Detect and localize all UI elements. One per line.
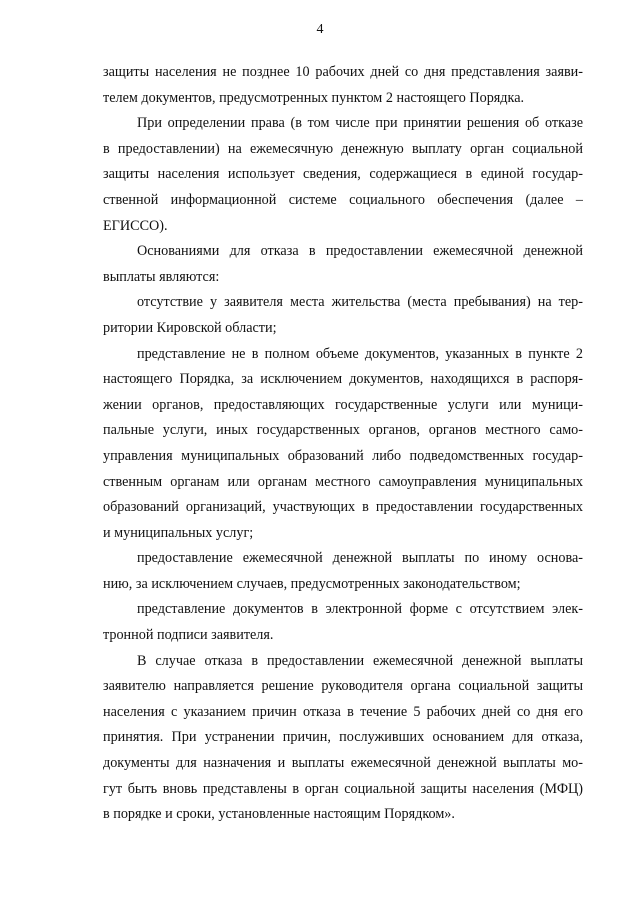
text-line: При определении права (в том числе при принятии решения об отказе [137,115,583,132]
paragraph [103,60,583,111]
text-line: в порядке и сроки, установленные настоящим Порядком». [103,806,455,823]
text-line: ритории Кировской области; [103,319,277,336]
page-number: 4 [316,22,324,37]
text-line: пальные услуги, иных государственных органов, органов местного само- [103,422,583,439]
paragraph [103,597,583,648]
text-line: управления муниципальных образований либо подведомственных государ- [103,447,583,464]
text-line: ственным органам или органам местного самоуправления муниципальных [103,473,583,490]
text-line: документы для назначения и выплаты ежемесячной денежной выплаты мо- [103,755,583,772]
document-body [103,60,583,828]
text-line: отсутствие у заявителя места жительства (места пребывания) на тер- [137,294,583,311]
text-line: нию, за исключением случаев, предусмотренных законодательством; [103,575,521,592]
text-line: заявителю направляется решение руководителя органа социальной защиты [103,678,583,695]
text-line: защиты населения использует сведения, содержащиеся в единой государ- [103,166,583,183]
paragraph [103,649,583,828]
paragraph [103,111,583,239]
text-line: представление документов в электронной форме с отсутствием элек- [137,601,583,618]
text-line: жении органов, предоставляющих государственные услуги или муници- [103,396,583,413]
text-line: предоставление ежемесячной денежной выплаты по иному основа- [137,550,583,567]
paragraph [103,290,583,341]
text-line: населения с указанием причин отказа в течение 5 рабочих дней со дня его [103,703,583,720]
text-line: ственной информационной системе социального обеспечения (далее – [103,191,583,208]
paragraph [103,342,583,547]
paragraph [103,546,583,597]
text-line: и муниципальных услуг; [103,524,254,541]
text-line: гут быть вновь представлены в орган социальной защиты населения (МФЦ) [103,780,583,797]
text-line: настоящего Порядка, за исключением документов, находящихся в распоря- [103,371,583,388]
text-line: принятия. При устранении причин, послуживших основанием для отказа, [103,729,583,746]
text-line: выплаты являются: [103,268,220,285]
text-line: представление не в полном объеме документов, указанных в пункте 2 [137,345,583,362]
text-line: в предоставлении) на ежемесячную денежную выплату орган социальной [103,140,583,157]
text-line: телем документов, предусмотренных пунктом 2 настоящего Порядка. [103,89,525,106]
text-line: ЕГИССО). [103,217,168,234]
text-line: защиты населения не позднее 10 рабочих дней со дня представления заяви- [103,64,583,80]
text-line: Основаниями для отказа в предоставлении ежемесячной денежной [137,243,583,260]
text-line: образований организаций, участвующих в предоставлении государственных [103,499,583,516]
text-line: тронной подписи заявителя. [103,627,274,644]
text-line: В случае отказа в предоставлении ежемесячной денежной выплаты [137,652,583,669]
paragraph [103,239,583,290]
